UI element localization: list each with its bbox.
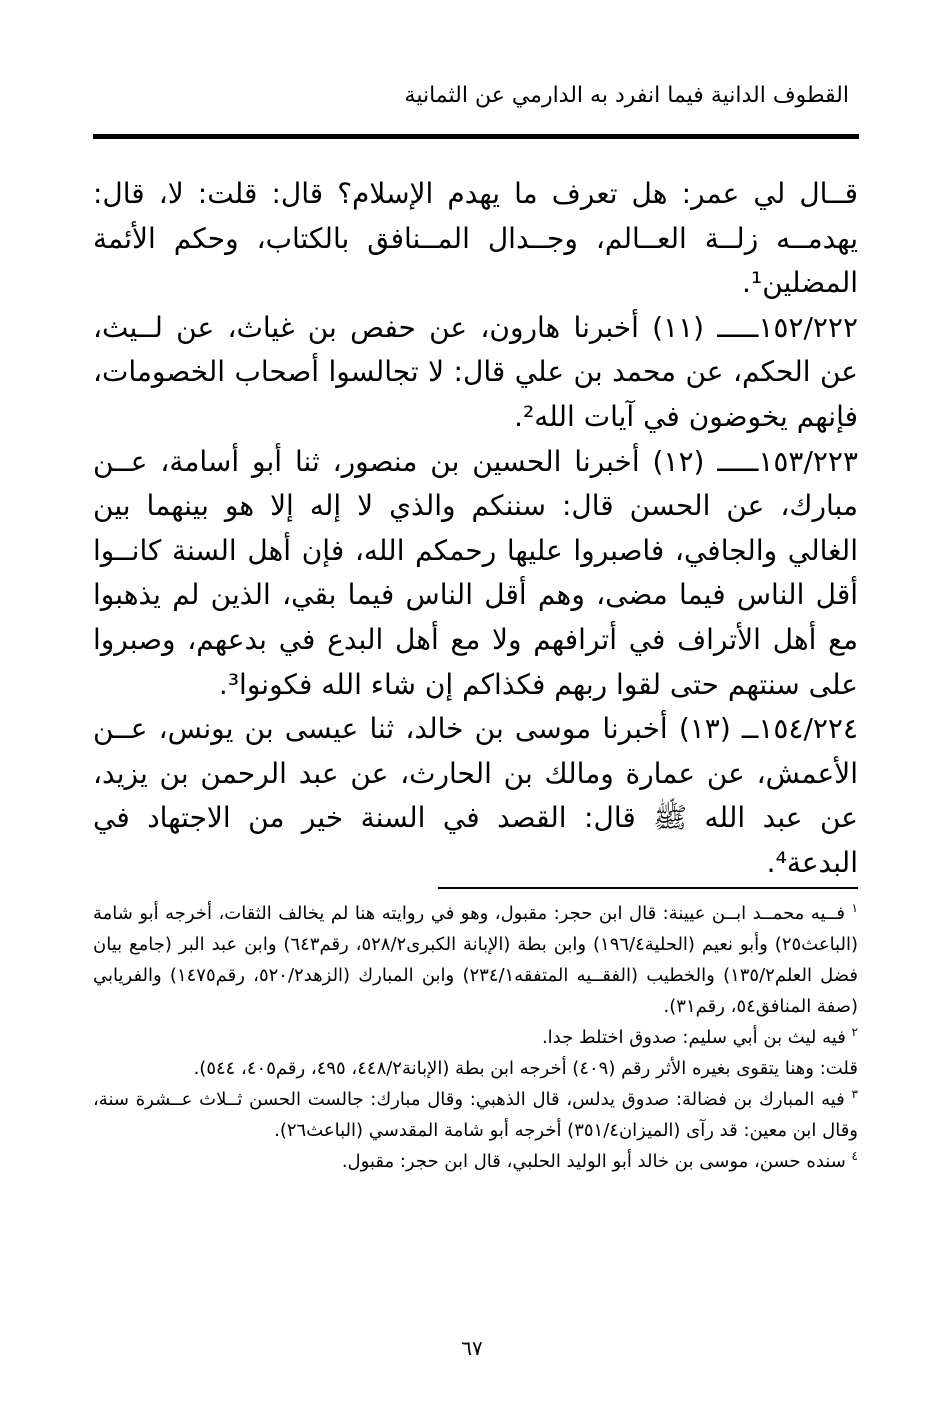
footnote-divider — [438, 887, 858, 889]
footnote — [93, 1022, 858, 1053]
running-header: القطوف الدانية فيما انفرد به الدارمي عن الثمانية — [404, 83, 849, 108]
footnote-marker: ٣ — [851, 1087, 858, 1101]
footnote — [93, 1146, 858, 1177]
paragraph: ١٥٤/٢٢٤ــ (١٣) أخبرنا موسى بن خالد، ثنا عيسى بن يونس، عــن الأعمش، عن عمارة ومالك بن الحارث، عن عبد الرحمن بن يزيد، عن عبد الله ﷺ قال: القصد في السنة خير من الاجتهاد في البدعة⁴. — [93, 712, 858, 879]
paragraph: قــال لي عمر: هل تعرف ما يهدم الإسلام؟ قال: قلت: لا، قال: يهدمــه زلــة العــالم، وجــدال المــنافق بالكتاب، وحكم الأئمة المضلين¹. — [93, 177, 858, 300]
footnote — [93, 1084, 858, 1146]
footnote — [93, 898, 858, 1022]
footnotes — [93, 898, 858, 1177]
footnote — [93, 1053, 858, 1084]
footnote-marker: ١ — [851, 901, 858, 915]
footnote-text: سنده حسن، موسى بن خالد أبو الوليد الحلبي، قال ابن حجر: مقبول. — [341, 1151, 846, 1172]
header-divider — [93, 134, 859, 139]
footnote-text: قلت: وهنا يتقوى بغيره الأثر رقم (٤٠٩) أخرجه ابن بطة (الإبانة٤٤٨/٢، ٤٩٥، رقم٤٠٥، ٥٤٤). — [193, 1058, 858, 1079]
footnote-marker: ٤ — [851, 1149, 858, 1163]
footnote-text: فيه المبارك بن فضالة: صدوق يدلس، قال الذهبي: وقال مبارك: جالست الحسن ثــلاث عــشرة سنة، وقال ابن معين: قد رآى (الميزان٣٥١/٤) أخرجه أبو شامة المقدسي (الباعث٢٦). — [93, 1089, 858, 1141]
footnote-text: فــيه محمــد ابــن عيينة: قال ابن حجر: مقبول، وهو في روايته هنا لم يخالف الثقات، أخرجه أبو شامة (الباعث٢٥) وأبو نعيم (الحلية١٩٦/٤) وابن بطة (الإبانة الكبرى٥٢٨/٢، رقم٦٤٣) وابن عبد البر (جامع بيان فضل العلم١٣٥/٢) والخطيب (الفقــيه المتفقه٢٣٤/١) وابن المبارك (الزهد٥٢٠/٢، رقم١٤٧٥) والفريابي (صفة المنافق٥٤، رقم٣١). — [93, 903, 859, 1017]
page-number: ٦٧ — [461, 1336, 483, 1360]
main-text — [93, 172, 858, 886]
footnote-marker: ٢ — [851, 1025, 858, 1039]
paragraph: ١٥٢/٢٢٢ـــــ (١١) أخبرنا هارون، عن حفص بن غياث، عن لــيث، عن الحكم، عن محمد بن علي قال: لا تجالسوا أصحاب الخصومات، فإنهم يخوضون في آيات الله². — [93, 310, 858, 433]
footnote-text: فيه ليث بن أبي سليم: صدوق اختلط جدا. — [541, 1027, 846, 1048]
paragraph: ١٥٣/٢٢٣ـــــ (١٢) أخبرنا الحسين بن منصور، ثنا أبو أسامة، عــن مبارك، عن الحسن قال: سننكم والذي لا إله إلا هو بينهما بين الغالي والجافي، فاصبروا عليها رحمكم الله، فإن أهل السنة كانــوا أقل الناس فيما مضى، وهم أقل الناس فيما بقي، الذين لم يذهبوا مع أهل الأتراف في أترافهم ولا مع أهل البدع في بدعهم، وصبروا على سنتهم حتى لقوا ربهم فكذاكم إن شاء الله فكونوا³. — [93, 444, 859, 701]
